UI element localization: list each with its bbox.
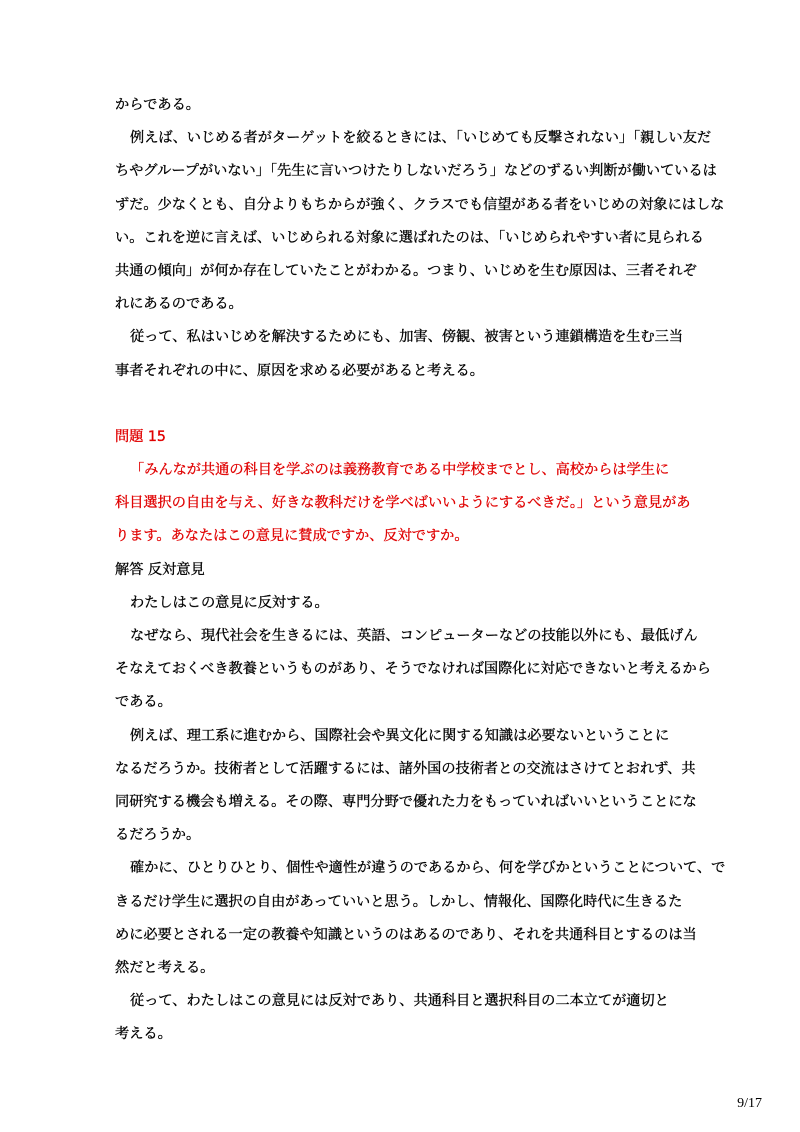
answer-line: である。 bbox=[115, 694, 172, 711]
answer-block bbox=[115, 561, 726, 1044]
page-body bbox=[115, 96, 726, 1058]
paragraph-line: 共通の傾向」が何か存在していたことがわかる。つまり、いじめを生む原因は、三者それぞ bbox=[115, 262, 697, 279]
paragraph-line: れにあるのである。 bbox=[115, 296, 243, 313]
answer-line: わたしはこの意見に反対する。 bbox=[130, 594, 329, 611]
question-title: 問題 15 bbox=[115, 428, 166, 445]
answer-heading: 解答 反対意見 bbox=[115, 561, 205, 578]
answer-line: 従って、わたしはこの意見には反対であり、共通科目と選択科目の二本立てが適切と bbox=[130, 993, 669, 1010]
paragraph-line: 従って、私はいじめを解決するためにも、加害、傍観、被害という連鎖構造を生む三当 bbox=[130, 329, 684, 346]
paragraph-line: 事者それぞれの中に、原因を求める必要があると考える。 bbox=[115, 362, 484, 379]
answer-line: 然だと考える。 bbox=[115, 959, 215, 976]
question-line: 科目選択の自由を与え、好きな教科だけを学べばいいようにするべきだ。」という意見があ bbox=[115, 495, 691, 512]
paragraph-line: からである。 bbox=[115, 97, 200, 113]
answer-line: なぜなら、現代社会を生きるには、英語、コンピューターなどの技能以外にも、最低げん bbox=[130, 628, 698, 644]
essay-continuation bbox=[115, 96, 725, 380]
answer-line: 例えば、理工系に進むから、国際社会や異文化に関する知識は必要ないということに bbox=[130, 727, 670, 744]
answer-line: きるだけ学生に選択の自由があっていいと思う。しかし、情報化、国際化時代に生きるた bbox=[115, 893, 683, 910]
answer-line: るだろうか。 bbox=[115, 827, 201, 844]
answer-line: 考える。 bbox=[115, 1026, 172, 1043]
paragraph-line: 例えば、いじめる者がターゲットを絞るときには、「いじめても反撃されない」「親しい友だ bbox=[130, 130, 712, 147]
paragraph-line: ちやグループがいない」「先生に言いつけたりしないだろう」などのずるい判断が働いているは bbox=[115, 163, 717, 180]
question-block bbox=[115, 428, 690, 546]
answer-line: 確かに、ひとりひとり、個性や適性が違うのであるから、何を学びかということについて、で bbox=[130, 860, 726, 877]
question-line: ります。あなたはこの意見に賛成ですか、反対ですか。 bbox=[115, 528, 469, 545]
paragraph-line: ずだ。少なくとも、自分よりもちからが強く、クラスでも信望がある者をいじめの対象にはしな bbox=[115, 196, 725, 213]
paragraph-line: い。これを逆に言えば、いじめられる対象に選ばれたのは、「いじめられやすい者に見られる bbox=[115, 229, 704, 246]
page-number: 9/17 bbox=[737, 1096, 762, 1111]
question-line: 「みんなが共通の科目を学ぶのは義務教育である中学校までとし、高校からは学生に bbox=[130, 462, 670, 479]
answer-line: なるだろうか。技術者として活躍するには、諸外国の技術者との交流はさけてとおれず、共 bbox=[115, 760, 696, 777]
answer-line: めに必要とされる一定の教養や知識というのはあるのであり、それを共通科目とするのは当 bbox=[115, 926, 697, 943]
answer-line: 同研究する機会も増える。その際、専門分野で優れた力をもっていればいいということにな bbox=[115, 793, 697, 810]
answer-line: そなえておくべき教養というものがあり、そうでなければ国際化に対応できないと考えるから bbox=[115, 661, 711, 678]
section-gap bbox=[115, 395, 690, 428]
